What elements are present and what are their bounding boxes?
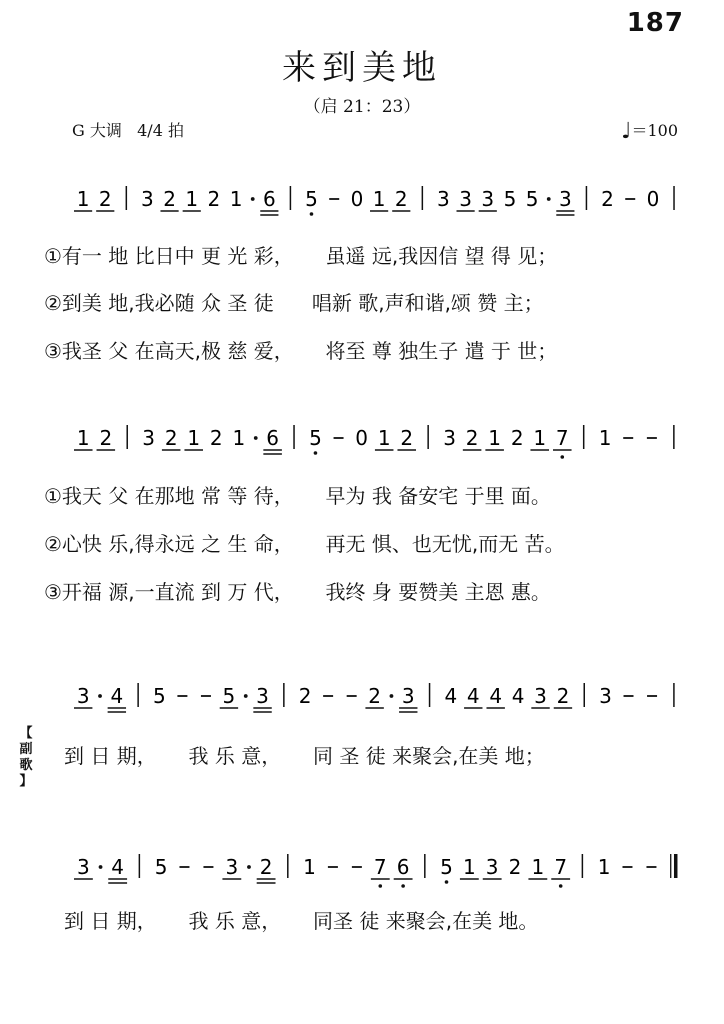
augmentation-dot xyxy=(99,865,103,869)
augmentation-dot xyxy=(254,436,258,440)
lyric-refrain-1: 到 日 期， 我 乐 意， 同 圣 徒 来聚会,在美 地； xyxy=(64,744,545,768)
note-4: 4 xyxy=(466,684,480,708)
note-2: 2 xyxy=(508,855,522,879)
staff-line-1 xyxy=(0,176,724,220)
augmentation-dot xyxy=(247,865,251,869)
lyric-verse2-part1: ②到美 地,我必随 众 圣 徒 唱新 歌,声和谐,颂 赞 主； xyxy=(44,291,544,315)
note-6: 6 xyxy=(262,187,276,211)
note-4: 4 xyxy=(489,684,503,708)
lyric-verse2-part2: ②心快 乐,得永远 之 生 命， 再无 惧、也无忧,而无 苦。 xyxy=(44,532,565,556)
lyric-refrain-2: 到 日 期， 我 乐 意， 同圣 徒 来聚会,在美 地。 xyxy=(64,909,539,933)
quarter-note-icon: ♩ xyxy=(621,119,632,144)
refrain-label xyxy=(16,726,36,790)
lyric-verse1-part1: ①有一 地 比日中 更 光 彩， 虽遥 远,我因信 望 得 见； xyxy=(44,244,558,268)
refrain-char-1: 副 xyxy=(19,742,33,757)
note-7: 7 xyxy=(373,855,387,879)
note-4: 4 xyxy=(511,684,525,708)
refrain-bracket-open: 【 xyxy=(19,726,33,741)
note-3: 3 xyxy=(225,855,239,879)
octave-dot xyxy=(560,455,564,459)
note-2: 2 xyxy=(394,187,408,211)
augmentation-dot xyxy=(547,197,551,201)
page-number: 187 xyxy=(626,8,684,38)
note-5: 5 xyxy=(440,855,453,879)
staff-line-3 xyxy=(0,673,724,717)
lyric-verse3-part1: ③我圣 父 在高天,极 慈 爱， 将至 尊 独生子 遣 于 世； xyxy=(44,339,558,363)
note-3: 3 xyxy=(77,855,90,879)
note-3: 3 xyxy=(485,855,499,879)
octave-dot xyxy=(559,884,563,888)
note-4: 4 xyxy=(111,855,125,879)
tempo-marking xyxy=(621,118,678,144)
refrain-bracket-close: 】 xyxy=(19,774,33,789)
note-0: 0 xyxy=(350,187,364,211)
refrain-char-2: 歌 xyxy=(19,758,33,773)
note-3: 3 xyxy=(142,426,156,450)
note-6: 6 xyxy=(266,426,279,450)
octave-dot xyxy=(445,880,449,884)
note-1: 1 xyxy=(187,426,201,450)
note-4: 4 xyxy=(444,684,458,708)
note-5: 5 xyxy=(222,684,236,708)
note-1: 1 xyxy=(229,187,243,211)
note-2: 2 xyxy=(510,426,524,450)
augmentation-dot xyxy=(244,694,248,698)
note-2: 2 xyxy=(209,426,223,450)
note-1: 1 xyxy=(531,855,545,879)
octave-dot xyxy=(401,884,405,888)
note-2: 2 xyxy=(601,187,614,211)
note-2: 2 xyxy=(163,187,176,211)
note-5: 5 xyxy=(309,426,322,450)
note-3: 3 xyxy=(76,684,90,708)
staff-line-4 xyxy=(0,844,724,888)
note-5: 5 xyxy=(503,187,517,211)
note-3: 3 xyxy=(599,684,612,708)
note-3: 3 xyxy=(401,684,415,708)
note-4: 4 xyxy=(110,684,124,708)
note-2: 2 xyxy=(207,187,221,211)
note-3: 3 xyxy=(141,187,154,211)
octave-dot xyxy=(310,212,314,216)
note-1: 1 xyxy=(372,187,386,211)
note-2: 2 xyxy=(259,855,273,879)
note-2: 2 xyxy=(164,426,178,450)
note-0: 0 xyxy=(646,187,660,211)
note-1: 1 xyxy=(597,855,611,879)
note-2: 2 xyxy=(400,426,414,450)
tempo-value: ＝100 xyxy=(631,121,678,140)
note-2: 2 xyxy=(368,684,382,708)
note-0: 0 xyxy=(355,426,369,450)
octave-dot xyxy=(378,884,382,888)
augmentation-dot xyxy=(251,197,255,201)
note-1: 1 xyxy=(76,426,90,450)
note-7: 7 xyxy=(555,426,569,450)
augmentation-dot xyxy=(390,694,394,698)
note-6: 6 xyxy=(396,855,410,879)
note-1: 1 xyxy=(185,187,199,211)
augmentation-dot xyxy=(98,694,102,698)
note-2: 2 xyxy=(99,426,113,450)
scripture-reference: （启 21：23） xyxy=(303,97,421,117)
note-1: 1 xyxy=(377,426,391,450)
octave-dot xyxy=(314,451,318,455)
lyric-verse1-part2: ①我天 父 在那地 常 等 待， 早为 我 备安宅 于里 面。 xyxy=(44,484,551,508)
note-1: 1 xyxy=(232,426,246,450)
note-3: 3 xyxy=(443,426,456,450)
note-1: 1 xyxy=(533,426,547,450)
note-3: 3 xyxy=(559,187,572,211)
note-3: 3 xyxy=(481,187,495,211)
note-2: 2 xyxy=(298,684,312,708)
note-7: 7 xyxy=(554,855,568,879)
note-5: 5 xyxy=(305,187,318,211)
lyric-verse3-part2: ③开福 源,一直流 到 万 代， 我终 身 要赞美 主恩 惠。 xyxy=(44,580,551,604)
note-3: 3 xyxy=(437,187,450,211)
key-signature: G 大调 4/4 拍 xyxy=(72,121,184,140)
note-5: 5 xyxy=(154,855,168,879)
note-2: 2 xyxy=(465,426,479,450)
note-3: 3 xyxy=(256,684,269,708)
hymn-title: 来到美地 xyxy=(282,48,442,88)
note-1: 1 xyxy=(76,187,90,211)
note-2: 2 xyxy=(98,187,112,211)
note-5: 5 xyxy=(153,684,166,708)
note-1: 1 xyxy=(488,426,502,450)
note-3: 3 xyxy=(459,187,472,211)
note-3: 3 xyxy=(534,684,547,708)
note-5: 5 xyxy=(525,187,539,211)
note-1: 1 xyxy=(598,426,612,450)
note-1: 1 xyxy=(462,855,476,879)
note-1: 1 xyxy=(303,855,316,879)
staff-line-2 xyxy=(0,415,724,459)
note-2: 2 xyxy=(556,684,570,708)
